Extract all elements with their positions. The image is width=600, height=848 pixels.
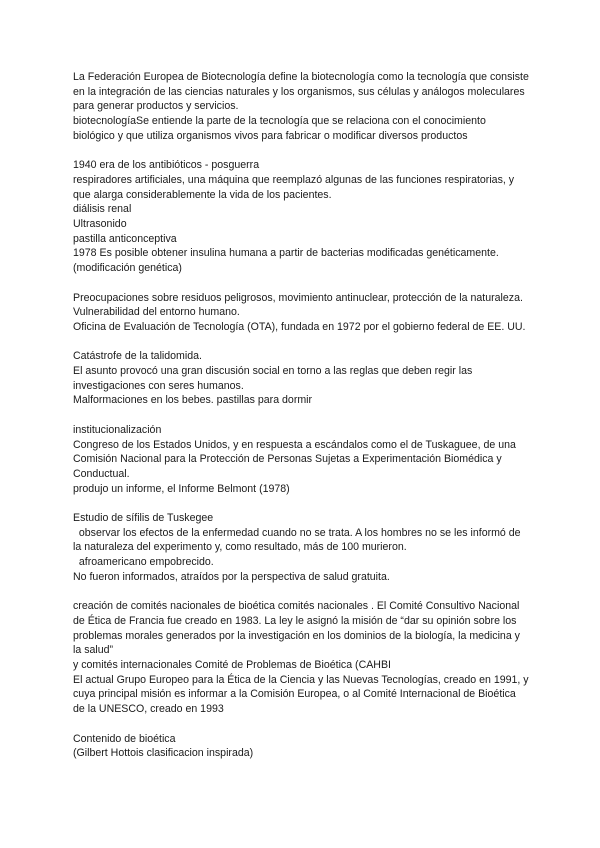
text-line: El actual Grupo Europeo para la Ética de la Ciencia y las Nuevas Tecnologías, creado en 1991, y cuya principal misión es informar a la Comisión Europea, o al Comité Internacional de Bioética de la UNESCO, creado en 1993 [73, 673, 532, 716]
text-line: La Federación Europea de Biotecnología define la biotecnología como la tecnología que consiste en la integración de las ciencias naturales y los organismos, sus células y análogos moleculares para generar productos y servicios. [73, 71, 532, 113]
text-line: afroamericano empobrecido. [73, 556, 214, 569]
text-line: Oficina de Evaluación de Tecnología (OTA), fundada en 1972 por el gobierno federal de EE. UU. [73, 320, 526, 333]
text-line: Contenido de bioética [73, 732, 176, 745]
text-line: Estudio de sífilis de Tuskegee [73, 512, 214, 525]
paragraph-1940 [73, 158, 529, 276]
text-line: biotecnologíaSe entiende la parte de la tecnología que se relaciona con el conocimiento biológico y que utiliza organismos vivos para fabricar o modificar diversos productos [73, 115, 489, 142]
text-line: No fueron informados, atraídos por la perspectiva de salud gratuita. [73, 570, 390, 583]
text-line: institucionalización [73, 423, 162, 436]
paragraph-tuskegee [73, 511, 529, 585]
paragraph-talidomida [73, 349, 529, 408]
text-line: produjo un informe, el Informe Belmont (1978) [73, 482, 290, 495]
text-line: (Gilbert Hottois clasificacion inspirada) [73, 747, 254, 760]
text-line: 1978 Es posible obtener insulina humana a partir de bacterias modificadas genéticamente. (modificación genética) [73, 247, 502, 275]
text-line: Catástrofe de la talidomida. [73, 350, 202, 363]
paragraph-contenido [73, 732, 529, 761]
paragraph-biotecnologia [73, 70, 532, 144]
document-page [73, 70, 532, 776]
text-line: creación de comités nacionales de bioética comités nacionales . El Comité Consultivo Nacional de Ética de Francia fue creado en 1983. La ley le asignó la misión de “dar su opinión sobre los problemas morales generados por la investigación en los dominios de la biología, la medicina y la salud” [73, 600, 523, 657]
text-line: Preocupaciones sobre residuos peligrosos, movimiento antinuclear, protección de la naturaleza. Vulnerabilidad del entorno humano. [73, 291, 526, 319]
text-line: respiradores artificiales, una máquina que reemplazó algunas de las funciones respiratorias, y que alarga considerablemente la vida de los pacientes. [73, 173, 518, 201]
paragraph-comites [73, 599, 532, 717]
text-line: observar los efectos de la enfermedad cuando no se trata. A los hombres no se les informó de la naturaleza del experimento y, como resultado, más de 100 murieron. [73, 526, 524, 554]
text-line: diálisis renal [73, 203, 132, 216]
paragraph-institucionalizacion [73, 423, 529, 497]
text-line: Malformaciones en los bebes. pastillas para dormir [73, 394, 313, 407]
paragraph-preocupaciones [73, 291, 529, 335]
text-line: y comités internacionales Comité de Problemas de Bioética (CAHBI [73, 659, 391, 672]
text-line: 1940 era de los antibióticos - posguerra [73, 159, 260, 172]
text-line: El asunto provocó una gran discusión social en torno a las reglas que deben regir las investigaciones con seres humanos. [73, 365, 476, 392]
text-line: Congreso de los Estados Unidos, y en respuesta a escándalos como el de Tuskaguee, de una Comisión Nacional para la Protección de Personas Sujetas a Experimentación Biomédica y Conductual. [73, 438, 519, 480]
text-line: Ultrasonido [73, 218, 127, 231]
text-line: pastilla anticonceptiva [73, 232, 177, 245]
